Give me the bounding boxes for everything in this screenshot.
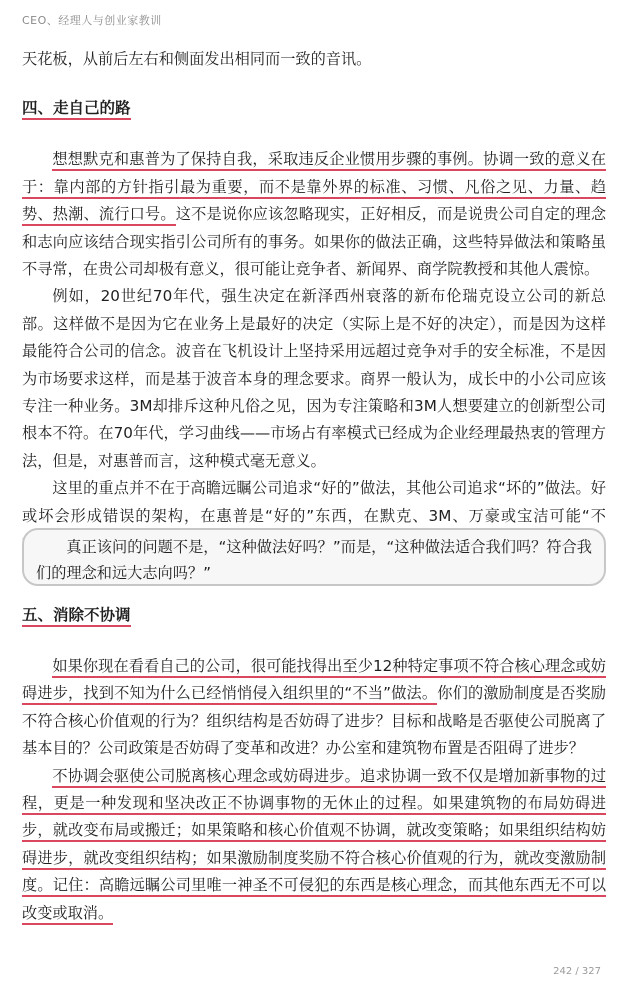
section-title-4-text: 四、走自己的路 [22, 99, 131, 120]
paragraph-1 [22, 146, 606, 283]
paragraph-1-rest: 这不是说你应该忽略现实，正好相反，而是说贵公司自定的理念和志向应该结合现实指引公司所有的事务。如果你的做法正确，这些特异做法和策略虽不寻常，在贵公司却极有意义，很可能让竞争者、新闻界、商学院教授和其他人震惊。 [22, 205, 607, 279]
book-title-header: CEO、经理人与创业家教训 [22, 14, 162, 27]
paragraph-4-rest: 你们的激励制度是否奖励不符合核心价值观的行为？组织结构是否妨碍了进步？目标和战略是否驱使公司脱离了基本目的？公司政策是否妨碍了变革和改进？办公室和建筑物布置是否阻碍了进步？ [22, 684, 606, 758]
highlight-5b: 追求协调一致不仅是增加新事物的过程，更是一种发现和坚决改正不协调事物的无休止的过程。如果建筑物的布局妨碍进步，就改变布局或搬迁；如果策略和核心价值观不协调，就改变策略；如果组织结构妨碍进步，就改变组织结构；如果激励制度奖励不符合核心价值观的行为，就改变激励制度。记住：高瞻远瞩公司里唯一神圣不可侵犯的东西是核心理念，而其他东西无不可以改变或取消。 [22, 767, 606, 925]
page-number: 242 / 327 [553, 966, 601, 977]
paragraph-5 [22, 763, 606, 927]
highlight-1: 想想默克和惠普为了保持自我，采取违反企业惯用步骤的事例。协调一致的意义在于：靠内部的方针指引最为重要，而不是靠外界的标准、习惯、凡俗之见、力量、趋势、热潮、流行口号。 [22, 150, 606, 226]
section-title-5-text: 五、消除不协调 [22, 606, 131, 627]
section-title-4 [22, 95, 606, 122]
page-content-lower [22, 602, 606, 927]
section-title-5 [22, 602, 606, 629]
highlight-5a: 不协调会驱使公司脱离核心理念或妨碍进步。 [52, 767, 360, 788]
callout-quote-text: 真正该问的问题不是，“这种做法好吗？”而是，“这种做法适合我们吗？符合我们的理念和远大志向吗？” [36, 538, 592, 582]
paragraph-3: 这里的重点并不在于高瞻远瞩公司追求“好的”做法，其他公司追求“坏的”做法。好或坏会形成错误的架构，在惠普是“好的”东西，在默克、3M、万豪或宝洁可能“不 [22, 479, 606, 525]
page-content [22, 46, 606, 558]
paragraph-continuation: 天花板，从前后左右和侧面发出相同而一致的音讯。 [22, 50, 372, 68]
callout-quote-box [22, 528, 606, 586]
highlight-4: 如果你现在看看自己的公司，很可能找得出至少12种特定事项不符合核心理念或妨碍进步，找到不知为什么已经悄悄侵入组织里的“不当”做法。 [22, 657, 606, 705]
paragraph-4 [22, 653, 606, 763]
paragraph-2: 例如，20世纪70年代，强生决定在新泽西州衰落的新布伦瑞克设立公司的新总部。这样做不是因为它在业务上是最好的决定（实际上是不好的决定），而是因为这样最能符合公司的信念。波音在飞机设计上坚持采用远超过竞争对手的安全标准，不是因为市场要求这样，而是基于波音本身的理念要求。商界一般认为，成长中的小公司应该专注一种业务。3M却排斥这种凡俗之见，因为专注策略和3M人想要建立的创新型公司根本不符。在70年代，学习曲线——市场占有率模式已经成为企业经理最热衷的管理方法，但是，对惠普而言，这种模式毫无意义。 [22, 287, 606, 470]
